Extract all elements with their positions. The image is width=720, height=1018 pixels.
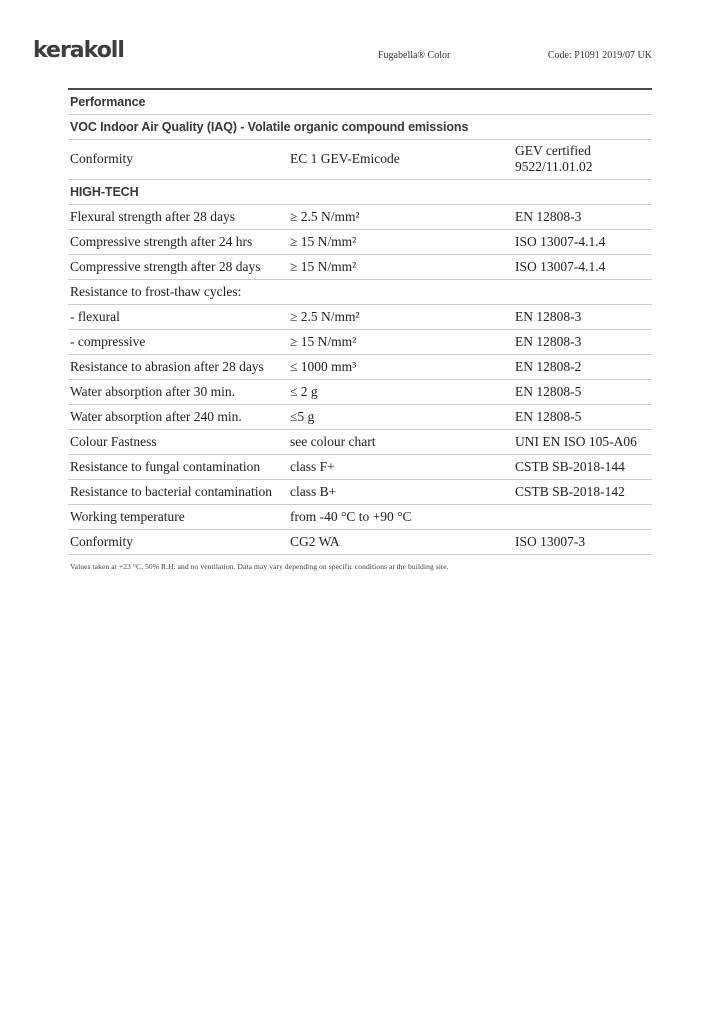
value-cell: ≤ 2 g xyxy=(290,383,318,399)
value-cell: ≥ 2.5 N/mm² xyxy=(290,308,360,324)
value-cell: from -40 °C to +90 °C xyxy=(290,508,412,524)
section-header-voc xyxy=(68,115,652,140)
table-row xyxy=(68,430,652,455)
standard-cell: EN 12808-3 xyxy=(515,208,582,224)
section-title: Performance xyxy=(70,95,146,109)
value-cell: ≥ 2.5 N/mm² xyxy=(290,208,360,224)
section-header-high-tech xyxy=(68,180,652,205)
values-footnote: Values taken at +23 °C, 50% R.H. and no ventilation. Data may vary depending on specific conditions at the building site. xyxy=(70,561,449,571)
table-row xyxy=(68,530,652,555)
standard-cell: ISO 13007-4.1.4 xyxy=(515,258,606,274)
standard-cell: GEV certified 9522/11.01.02 xyxy=(515,143,593,175)
table-row xyxy=(68,280,652,305)
value-cell: EC 1 GEV-Emicode xyxy=(290,151,400,167)
value-cell: ≥ 15 N/mm² xyxy=(290,233,357,249)
property-cell: Compressive strength after 24 hrs xyxy=(70,233,253,249)
property-cell: - compressive xyxy=(70,333,146,349)
standard-cell: EN 12808-5 xyxy=(515,383,582,399)
value-cell: ≤5 g xyxy=(290,408,315,424)
property-cell: Flexural strength after 28 days xyxy=(70,208,235,224)
value-cell: ≥ 15 N/mm² xyxy=(290,258,357,274)
property-cell: Colour Fastness xyxy=(70,433,157,449)
standard-cell: CSTB SB-2018-142 xyxy=(515,483,625,499)
standard-cell: UNI EN ISO 105-A06 xyxy=(515,433,637,449)
table-row xyxy=(68,140,652,180)
table-row xyxy=(68,330,652,355)
property-cell: Resistance to fungal contamination xyxy=(70,458,261,474)
product-name: Fugabella® Color xyxy=(378,50,451,61)
performance-table xyxy=(68,88,652,555)
property-cell: Water absorption after 30 min. xyxy=(70,383,235,399)
table-row xyxy=(68,205,652,230)
standard-cell: ISO 13007-3 xyxy=(515,533,586,549)
table-row xyxy=(68,255,652,280)
value-cell: class B+ xyxy=(290,483,337,499)
property-cell: Resistance to frost-thaw cycles: xyxy=(70,283,242,299)
standard-cell: EN 12808-3 xyxy=(515,308,582,324)
standard-cell: EN 12808-2 xyxy=(515,358,582,374)
section-title: HIGH-TECH xyxy=(70,184,139,199)
standard-cell: ISO 13007-4.1.4 xyxy=(515,233,606,249)
property-cell: Conformity xyxy=(70,151,133,167)
standard-cell: EN 12808-5 xyxy=(515,408,582,424)
table-row xyxy=(68,455,652,480)
kerakoll-logo: kerakoll xyxy=(33,38,124,63)
property-cell: Water absorption after 240 min. xyxy=(70,408,242,424)
standard-cell: CSTB SB-2018-144 xyxy=(515,458,625,474)
value-cell: class F+ xyxy=(290,458,335,474)
page-header xyxy=(0,0,720,88)
section-title: VOC Indoor Air Quality (IAQ) - Volatile organic compound emissions xyxy=(70,120,469,134)
value-cell: see colour chart xyxy=(290,433,376,449)
property-cell: Compressive strength after 28 days xyxy=(70,258,261,274)
table-row xyxy=(68,480,652,505)
value-cell: ≤ 1000 mm³ xyxy=(290,358,357,374)
table-row xyxy=(68,355,652,380)
section-header-performance xyxy=(68,90,652,115)
value-cell: ≥ 15 N/mm² xyxy=(290,333,357,349)
standard-cell: EN 12808-3 xyxy=(515,333,582,349)
table-row xyxy=(68,380,652,405)
property-cell: Working temperature xyxy=(70,508,185,524)
property-cell: Resistance to bacterial contamination xyxy=(70,483,273,499)
table-row xyxy=(68,505,652,530)
table-row xyxy=(68,405,652,430)
value-cell: CG2 WA xyxy=(290,533,340,549)
property-cell: - flexural xyxy=(70,308,120,324)
document-code: Code: P1091 2019/07 UK xyxy=(547,50,652,61)
property-cell: Conformity xyxy=(70,533,133,549)
table-row xyxy=(68,305,652,330)
table-row xyxy=(68,230,652,255)
property-cell: Resistance to abrasion after 28 days xyxy=(70,358,264,374)
